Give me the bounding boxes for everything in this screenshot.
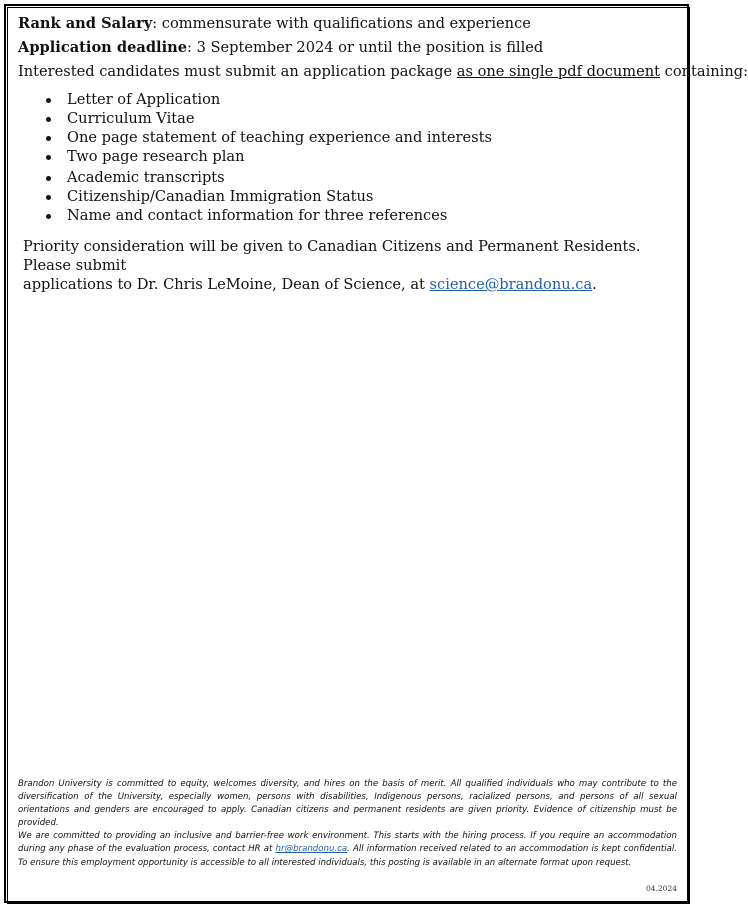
priority-line-1: Priority consideration will be given to Canadian Citizens and Permanent Residents. Please submit [23,238,641,274]
bullet-icon [46,214,51,219]
priority-line-2: applications to Dr. Chris LeMoine, Dean of Science, at science@brandonu.ca. [23,276,597,293]
bullet-icon [46,195,51,200]
deadline-line [18,38,678,58]
rank-salary-line [18,14,678,34]
bullet-icon [46,136,51,141]
equity-paragraph: Brandon University is committed to equity, welcomes diversity, and hires on the basis of merit. All qualified individuals who may contribute to the diversification of the University, especially women, persons with disabilities, Indigenous persons, racialized persons, and persons of all sexual orientations and genders are encouraged to apply. Canadian citizens and permanent residents are given priority. Evidence of citizenship must be provided. [18,779,677,829]
hr-email-link[interactable]: hr@brandonu.ca [275,844,348,855]
deadline-label: Application deadline [18,39,188,56]
list-item: Citizenship/Canadian Immigration Status [18,187,678,206]
package-intro-after: containing: [660,63,748,80]
bullet-icon [46,176,51,181]
bullet-icon [46,98,51,103]
deadline-text: : 3 September 2024 or until the position is filled [187,39,544,56]
list-item: One page statement of teaching experience and interests [18,128,678,147]
package-intro-line [18,62,748,82]
bullet-icon [46,117,51,122]
rank-salary-label: Rank and Salary [18,15,153,32]
bullet-icon [46,155,51,160]
package-intro-before: Interested candidates must submit an application package [18,63,457,80]
list-item: Curriculum Vitae [18,109,678,128]
list-item: Letter of Application [18,90,678,109]
required-documents-list [18,90,678,225]
rank-salary-text: : commensurate with qualifications and experience [152,15,531,32]
list-item: Name and contact information for three references [18,206,678,225]
document-code: 04.2024 [645,884,677,893]
equity-statement [18,778,677,870]
priority-paragraph [18,237,678,294]
list-item: Academic transcripts [18,168,678,187]
accessibility-paragraph: We are committed to providing an inclusive and barrier-free work environment. This starts with the hiring process. If you require an accommodation during any phase of the evaluation process, contact HR at hr@brandonu.ca. All information received related to an accommodation is kept confidential. To ensure this employment opportunity is accessible to all interested individuals, this posting is available in an alternate format upon request. [18,831,677,868]
science-email-link[interactable]: science@brandonu.ca [429,276,593,293]
package-intro-underlined: as one single pdf document [456,63,661,80]
list-item: Two page research plan [18,147,678,166]
posting-body [18,14,748,294]
